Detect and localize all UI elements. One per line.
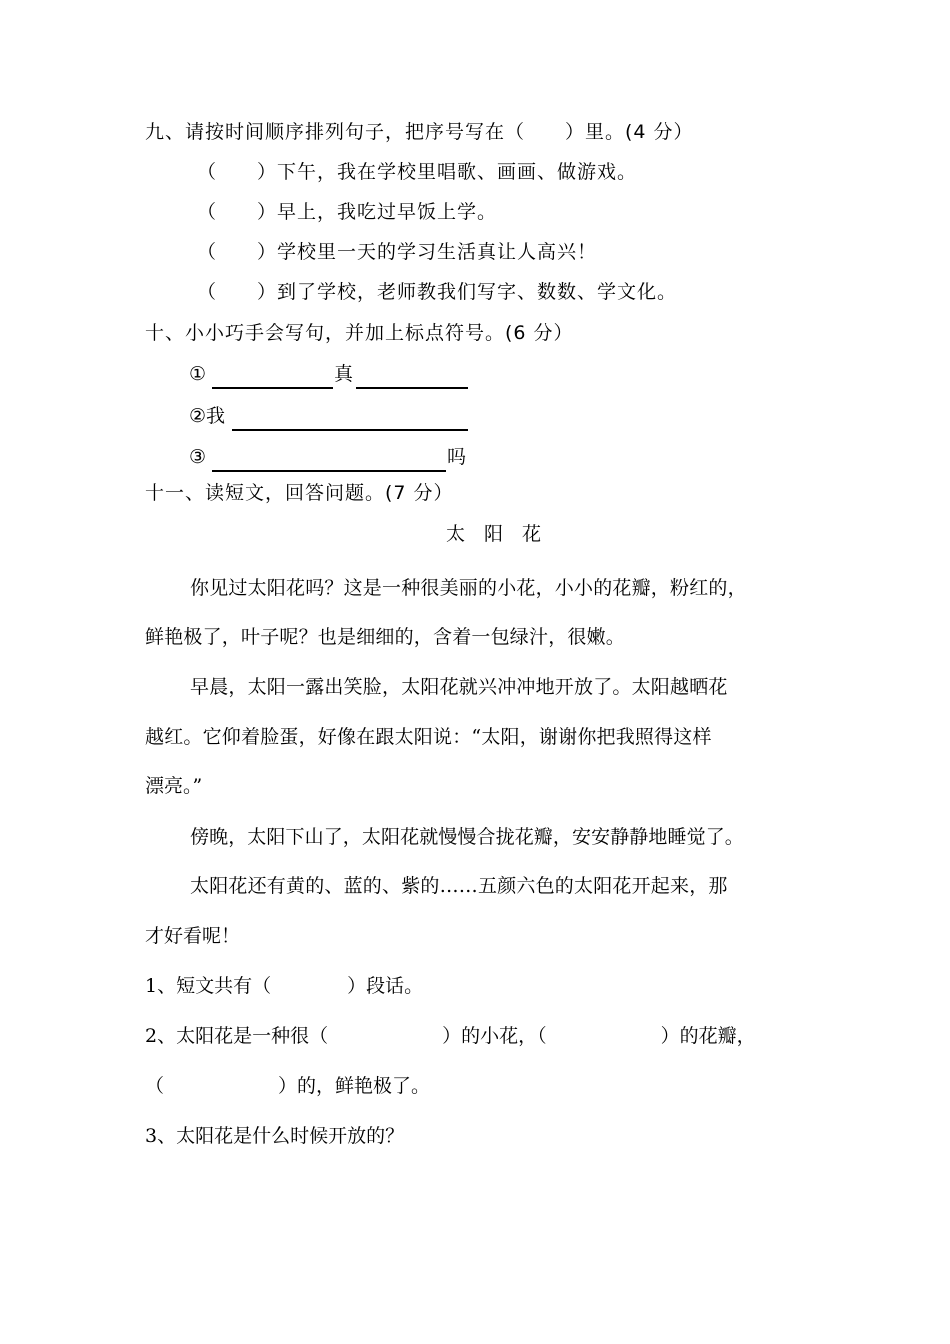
section9-item-2: （ ）早上，我吃过早饭上学。 [197,201,498,223]
question-2-line-1: 2、太阳花是一种很（ ）的小花，（ ）的花瓣， [145,1025,756,1047]
sentence3-suffix: 吗 [447,446,467,468]
sentence1-middle-word: 真 [334,363,354,385]
sentence1-blank-left[interactable] [212,387,333,389]
passage-line-8: 才好看呢！ [145,925,241,947]
section10-heading: 十、小小巧手会写句，并加上标点符号。(6 分） [145,322,574,344]
passage-line-2: 鲜艳极了，叶子呢？也是细细的，含着一包绿汁，很嫩。 [145,626,626,648]
passage-line-4: 越红。它仰着脸蛋，好像在跟太阳说：“太阳，谢谢你把我照得这样 [145,726,712,748]
sentence2-blank[interactable] [232,429,468,431]
section11-heading: 十一、读短文，回答问题。(7 分） [145,482,454,504]
passage-title: 太 阳 花 [446,523,542,545]
sentence2-prefix: ②我 [189,405,226,427]
section9-item-3: （ ）学校里一天的学习生活真让人高兴！ [197,241,598,263]
section9-heading: 九、请按时间顺序排列句子，把序号写在（ ）里。(4 分） [145,121,694,143]
section9-item-1: （ ）下午，我在学校里唱歌、画画、做游戏。 [197,161,638,183]
sentence3-number: ③ [189,446,207,468]
question-3: 3、太阳花是什么时候开放的？ [145,1125,405,1147]
passage-line-5: 漂亮。” [145,775,203,797]
sentence1-blank-right[interactable] [356,387,468,389]
passage-line-3: 早晨，太阳一露出笑脸，太阳花就兴冲冲地开放了。太阳越晒花 [190,676,728,698]
section9-item-4: （ ）到了学校，老师教我们写字、数数、学文化。 [197,281,678,303]
question-1: 1、短文共有（ ）段话。 [145,975,424,997]
sentence1-number: ① [189,363,207,385]
sentence3-blank[interactable] [212,470,446,472]
passage-line-6: 傍晚，太阳下山了，太阳花就慢慢合拢花瓣，安安静静地睡觉了。 [190,826,744,848]
passage-line-1: 你见过太阳花吗？这是一种很美丽的小花，小小的花瓣，粉红的， [190,577,747,599]
passage-line-7: 太阳花还有黄的、蓝的、紫的……五颜六色的太阳花开起来，那 [190,875,728,897]
question-2-line-2: （ ）的，鲜艳极了。 [145,1075,431,1097]
